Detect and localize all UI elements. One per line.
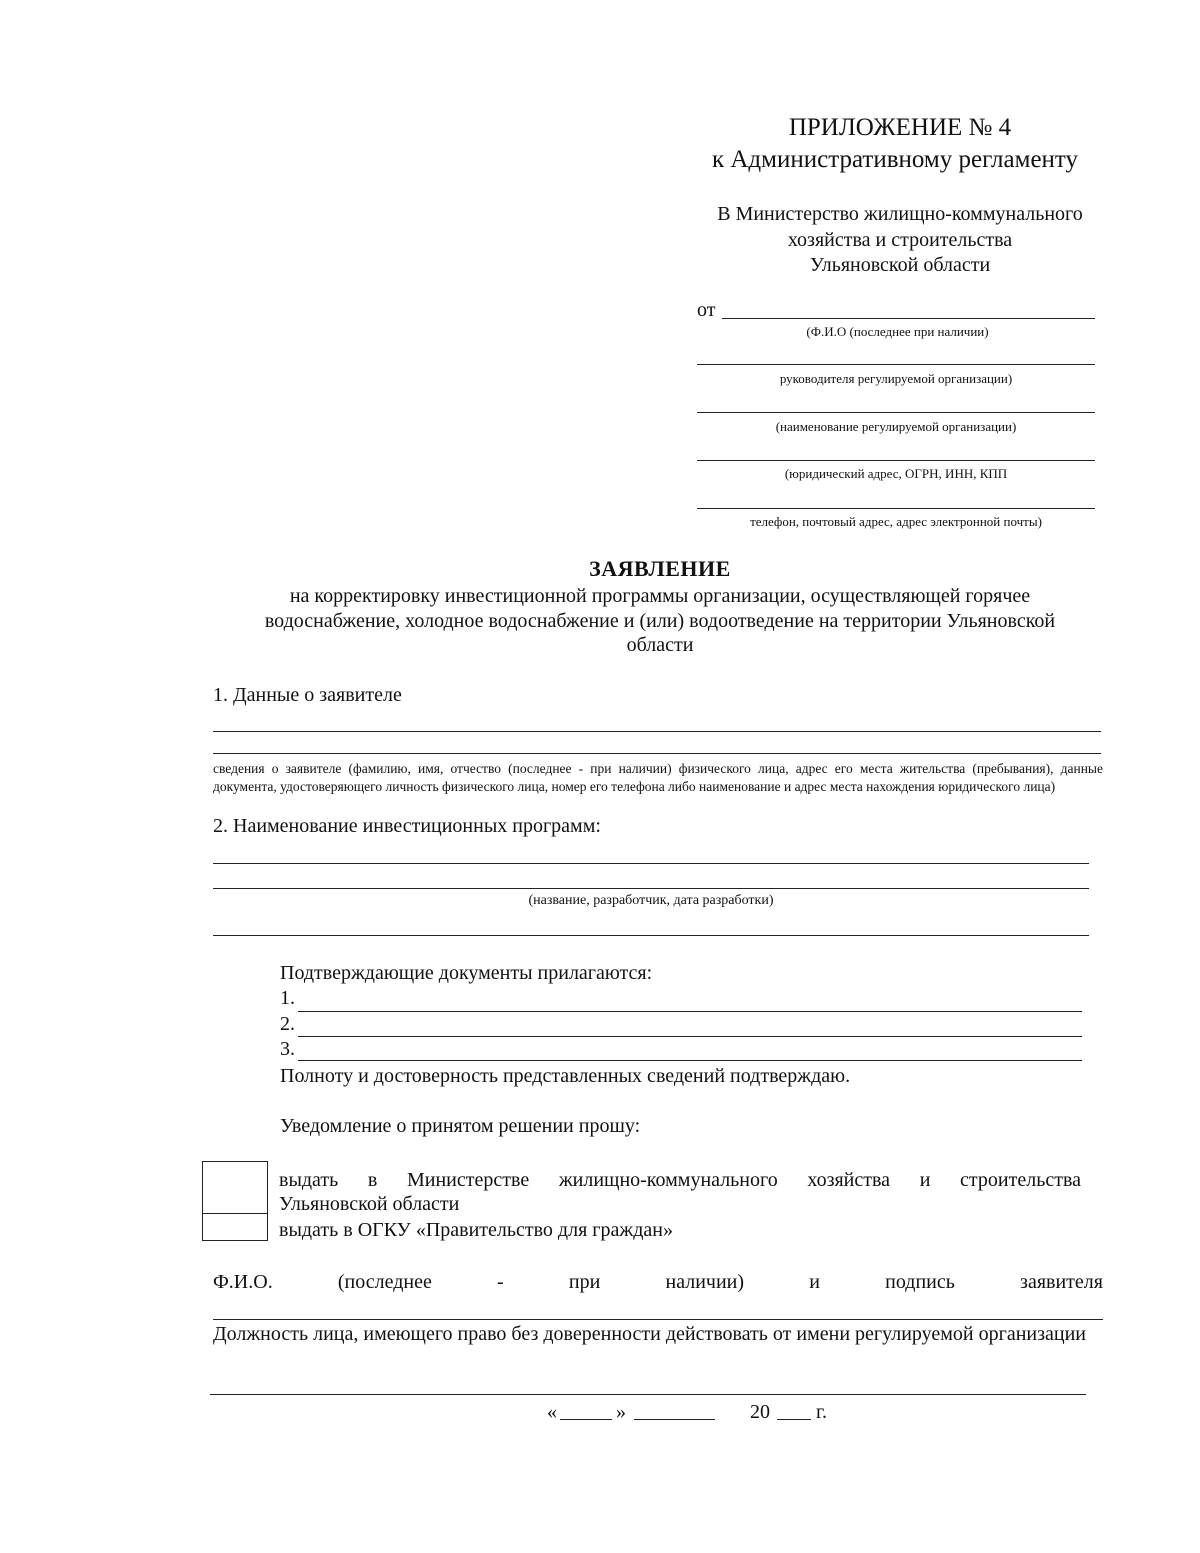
addressee-line-2: хозяйства и строительства: [787, 229, 1013, 251]
hint-address: (юридический адрес, ОГРН, ИНН, КПП: [784, 466, 1008, 481]
section1-heading: 1. Данные о заявителе: [213, 684, 402, 706]
applicant-field-1[interactable]: [213, 731, 1101, 732]
signature-label: [213, 1271, 1103, 1294]
statement-subtitle-2: водоснабжение, холодное водоснабжение и (или) водоотведение на территории Ульяновской: [264, 610, 1056, 632]
signature-word-1: Ф.И.О.: [213, 1271, 273, 1293]
signature-field[interactable]: [213, 1319, 1103, 1320]
confirmation-text: Полноту и достоверность представленных сведений подтверждаю.: [280, 1065, 851, 1087]
from-label: от: [697, 299, 716, 321]
position-label: Должность лица, имеющего право без доверенности действовать от имени регулируемой организации: [213, 1323, 1087, 1345]
head-field[interactable]: [697, 364, 1095, 365]
fio-field[interactable]: [722, 318, 1095, 319]
option-ministry-label-1: выдать в Министерстве жилищно-коммунального хозяйства и строительства: [279, 1169, 1081, 1191]
statement-title: ЗАЯВЛЕНИЕ: [589, 556, 731, 581]
document-item-number-2: 2.: [280, 1013, 295, 1035]
program-field-3[interactable]: [213, 935, 1089, 936]
hint-fio: (Ф.И.О (последнее при наличии): [806, 324, 989, 339]
signature-word-3: -: [497, 1271, 504, 1293]
signature-word-5: наличии): [665, 1271, 745, 1293]
position-field[interactable]: [210, 1394, 1086, 1395]
date-close-quote: »: [616, 1401, 626, 1423]
option-ogku-checkbox[interactable]: [202, 1213, 268, 1241]
option-ministry-label-2: Ульяновской области: [279, 1193, 460, 1215]
signature-word-2: (последнее: [337, 1271, 432, 1293]
statement-subtitle-1: на корректировку инвестиционной программы организации, осуществляющей горячее: [289, 585, 1031, 607]
document-item-number-1: 1.: [280, 987, 295, 1009]
applicant-field-2[interactable]: [213, 753, 1101, 754]
addressee-line-1: В Министерство жилищно-коммунального: [717, 203, 1083, 225]
hint-org: (наименование регулируемой организации): [775, 419, 1017, 434]
document-item-number-3: 3.: [280, 1038, 295, 1060]
hint-contacts: телефон, почтовый адрес, адрес электронной почты): [750, 514, 1042, 529]
date-month-field[interactable]: [634, 1419, 715, 1420]
date-year-field[interactable]: [777, 1419, 811, 1420]
address-field[interactable]: [697, 460, 1095, 461]
addressee-line-3: Ульяновской области: [809, 254, 991, 276]
signature-word-8: заявителя: [1020, 1271, 1103, 1293]
org-name-field[interactable]: [697, 412, 1095, 413]
statement-subtitle-3: области: [626, 634, 694, 656]
signature-word-4: при: [568, 1271, 601, 1293]
date-open-quote: «: [547, 1401, 557, 1423]
option-ministry-checkbox[interactable]: [202, 1161, 268, 1215]
section2-heading: 2. Наименование инвестиционных программ:: [213, 815, 601, 837]
signature-word-7: подпись: [885, 1271, 955, 1293]
annex-subtitle: к Административному регламенту: [711, 146, 1079, 173]
notification-heading: Уведомление о принятом решении прошу:: [280, 1115, 641, 1137]
date-year-suffix: г.: [816, 1401, 827, 1423]
section2-hint: (название, разработчик, дата разработки): [528, 893, 774, 908]
document-item-field-3[interactable]: [298, 1060, 1082, 1061]
program-field-2[interactable]: [213, 888, 1089, 889]
date-year-prefix: 20: [750, 1401, 770, 1423]
document-item-field-2[interactable]: [298, 1036, 1082, 1037]
documents-heading: Подтверждающие документы прилагаются:: [280, 962, 653, 984]
date-day-field[interactable]: [560, 1419, 612, 1420]
contacts-field[interactable]: [697, 508, 1095, 509]
option-ogku-label: выдать в ОГКУ «Правительство для граждан»: [279, 1219, 673, 1241]
section1-hint: сведения о заявителе (фамилию, имя, отчество (последнее - при наличии) физического лица, адрес его места жительства (пребывания), данные документа, удостоверяющего личность физического лица, номер его телефона либо наименование и адрес места нахождения юридического лица): [213, 761, 1103, 794]
hint-head: руководителя регулируемой организации): [779, 371, 1013, 386]
signature-word-6: и: [809, 1271, 820, 1293]
annex-title: ПРИЛОЖЕНИЕ № 4: [788, 114, 1012, 141]
document-item-field-1[interactable]: [298, 1011, 1082, 1012]
program-field-1[interactable]: [213, 863, 1089, 864]
